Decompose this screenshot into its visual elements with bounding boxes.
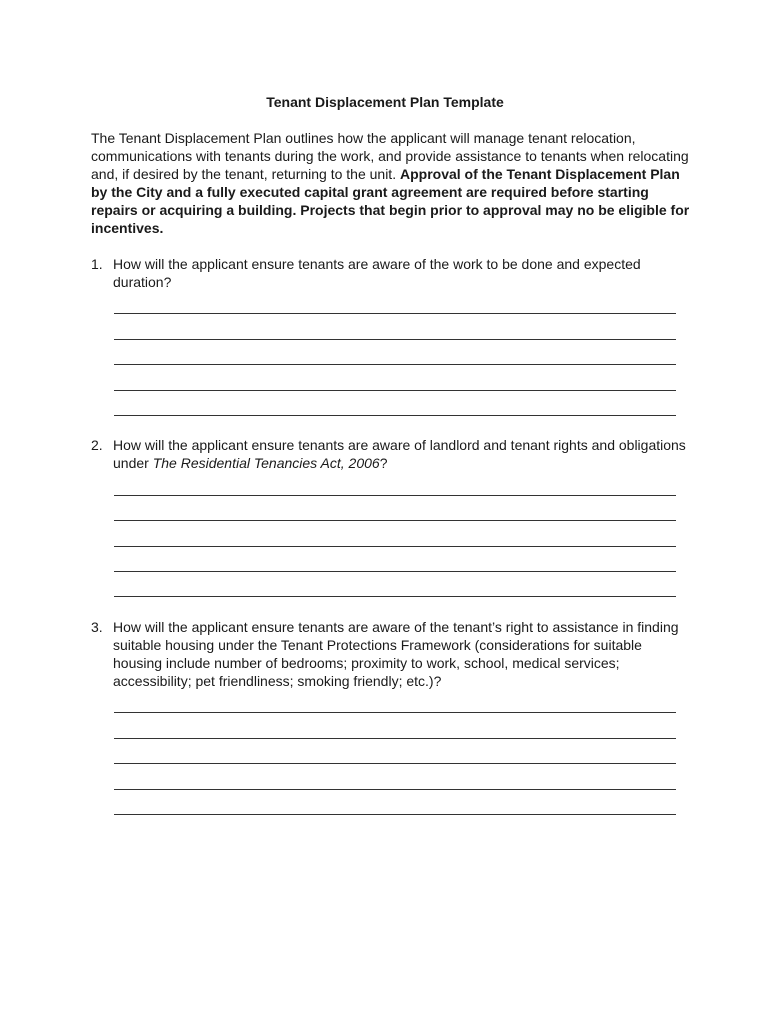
act-title: The Residential Tenancies Act, 2006 — [152, 455, 380, 471]
question-text: How will the applicant ensure tenants are aware of the work to be done and expected duration? — [113, 256, 641, 290]
answer-line[interactable] — [114, 313, 676, 314]
question-number: 1. — [91, 256, 103, 272]
answer-line[interactable] — [114, 789, 676, 790]
answer-line[interactable] — [114, 814, 676, 815]
question-text: How will the applicant ensure tenants are aware of the tenant’s right to assistance in finding suitable housing under the Tenant Protections Framework (considerations for suitable housing include number of bedrooms; proximity to work, school, medical services; accessibility; pet friendliness; smoking friendly; etc.)? — [113, 619, 679, 689]
answer-line[interactable] — [114, 339, 676, 340]
answer-line[interactable] — [114, 364, 676, 365]
intro-text: The Tenant Displacement Plan outlines how the applicant will manage tenant relocation, communications with tenants during the work, and provide assistance to tenants when relocating and, if desired by the tenant, returning to the unit. — [91, 130, 689, 182]
question-3 — [91, 618, 691, 690]
answer-line[interactable] — [114, 520, 676, 521]
answer-line[interactable] — [114, 712, 676, 713]
intro-paragraph — [91, 129, 691, 237]
answer-line[interactable] — [114, 546, 676, 547]
question-1 — [91, 255, 691, 291]
answer-line[interactable] — [114, 738, 676, 739]
question-text-part: ? — [379, 455, 388, 471]
answer-line[interactable] — [114, 571, 676, 572]
answer-line[interactable] — [114, 596, 676, 597]
answer-line[interactable] — [114, 763, 676, 764]
question-number: 2. — [91, 437, 103, 453]
answer-line[interactable] — [114, 415, 676, 416]
intro-bold-text: Approval of the Tenant Displacement Plan by the City and a fully executed capital grant agreement are required before starting repairs or acquiring a building. Projects that begin prior to approval may no be eligible for incentives. — [91, 166, 690, 236]
answer-line[interactable] — [114, 390, 676, 391]
question-text — [113, 436, 691, 472]
question-number: 3. — [91, 619, 103, 635]
question-2 — [91, 436, 691, 472]
answer-line[interactable] — [114, 495, 676, 496]
question-text-part: How will the applicant ensure tenants are aware of landlord and tenant rights and obligations under — [113, 437, 686, 471]
document-title: Tenant Displacement Plan Template — [266, 94, 504, 110]
